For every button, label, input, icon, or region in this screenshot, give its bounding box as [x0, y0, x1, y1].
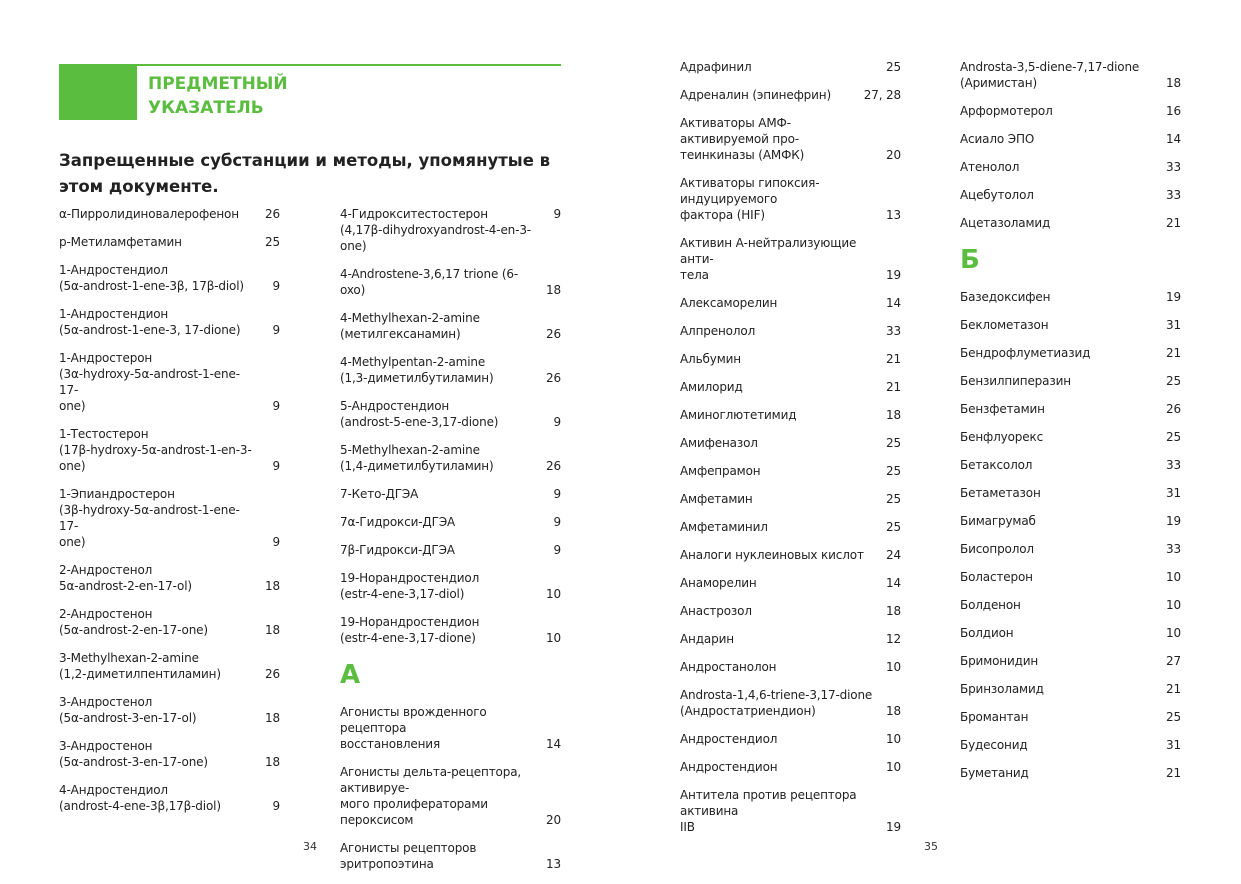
page-number-right: 35	[924, 840, 938, 853]
index-entry-term: Андарин	[680, 632, 734, 646]
index-entry	[59, 650, 280, 682]
index-entry-page: 12	[886, 632, 901, 646]
index-entry-term: Бисопролол	[960, 542, 1034, 556]
header-accent-line	[137, 64, 561, 66]
index-entry-term: Алпренолол	[680, 324, 756, 338]
index-entry-term: Буметанид	[960, 766, 1029, 780]
index-entry-page: 21	[1166, 216, 1181, 230]
index-entry-term: Арформотерол	[960, 104, 1053, 118]
index-entry-page: 18	[265, 579, 280, 593]
index-entry-page: 26	[546, 371, 561, 385]
index-entry	[960, 541, 1181, 557]
index-entry-page: 21	[886, 380, 901, 394]
index-entry	[59, 350, 280, 414]
index-entry-term: Активин А-нейтрализующие анти- тела	[680, 236, 857, 282]
index-entry-term: α-Пирролидиновалерофенон	[59, 207, 239, 221]
index-entry	[59, 234, 280, 250]
index-entry	[680, 407, 901, 423]
index-entry	[960, 513, 1181, 529]
index-entry-term: Амфетамин	[680, 492, 753, 506]
index-entry-term: 4-Гидрокситестостерон (4,17β-dihydroxyandrost-4-en-3-one)	[340, 207, 531, 253]
index-entry-term: p-Метиламфетамин	[59, 235, 182, 249]
index-entry-page: 25	[886, 436, 901, 450]
index-entry-term: Болденон	[960, 598, 1021, 612]
index-entry	[960, 187, 1181, 203]
index-entry-term: Androsta-3,5-diene-7,17-dione (Аримистан)	[960, 60, 1140, 90]
index-entry	[340, 542, 561, 558]
index-entry-page: 25	[886, 492, 901, 506]
index-entry-term: Бензфетамин	[960, 402, 1045, 416]
index-entry	[59, 562, 280, 594]
index-entry-page: 9	[272, 323, 280, 337]
index-entry	[680, 379, 901, 395]
index-entry	[960, 103, 1181, 119]
index-entry-term: 19-Норандростендион (estr-4-ene-3,17-dione)	[340, 615, 480, 645]
index-entry	[340, 206, 561, 254]
index-entry	[680, 731, 901, 747]
index-entry-page: 9	[553, 515, 561, 529]
index-entry-page: 9	[553, 543, 561, 557]
index-entry-page: 33	[1166, 188, 1181, 202]
index-entry-page: 10	[546, 631, 561, 645]
index-entry	[340, 398, 561, 430]
index-entry-page: 19	[1166, 290, 1181, 304]
index-entry-term: Бринзоламид	[960, 682, 1044, 696]
index-entry-page: 19	[886, 820, 901, 834]
index-entry	[960, 345, 1181, 361]
index-entry	[340, 354, 561, 386]
index-entry-term: Агонисты врожденного рецептора восстановления	[340, 705, 487, 751]
index-entry-page: 19	[886, 268, 901, 282]
index-entry-term: Анаморелин	[680, 576, 757, 590]
index-entry	[680, 603, 901, 619]
index-entry	[59, 426, 280, 474]
index-entry-term: 4-Androstene-3,6,17 trione (6-oxo)	[340, 267, 519, 297]
index-entry-page: 10	[886, 760, 901, 774]
index-entry-term: 2-Андростенон (5α-androst-2-en-17-one)	[59, 607, 208, 637]
index-entry	[59, 486, 280, 550]
index-entry-term: Бимагрумаб	[960, 514, 1036, 528]
index-entry	[960, 215, 1181, 231]
index-entry-page: 10	[546, 587, 561, 601]
page-title	[148, 72, 288, 120]
index-entry-term: Амфетаминил	[680, 520, 768, 534]
page-title-line-2: УКАЗАТЕЛЬ	[148, 98, 264, 118]
index-entry-term: 4-Methylhexan-2-amine (метилгексанамин)	[340, 311, 480, 341]
index-entry	[340, 570, 561, 602]
index-column-2	[340, 206, 561, 884]
index-entry-page: 14	[1166, 132, 1181, 146]
index-entry-page: 10	[1166, 626, 1181, 640]
index-entry-term: 5-Methylhexan-2-amine (1,4-диметилбутиламин)	[340, 443, 494, 473]
index-column-3	[680, 59, 901, 847]
index-column-1	[59, 206, 280, 826]
header-accent-block	[59, 64, 137, 120]
index-entry-term: 3-Methylhexan-2-amine (1,2-диметилпентиламин)	[59, 651, 221, 681]
page-number-left: 34	[303, 840, 317, 853]
index-entry-term: Асиало ЭПО	[960, 132, 1035, 146]
index-entry-term: 7α-Гидрокси-ДГЭА	[340, 515, 456, 529]
index-entry-term: Андростанолон	[680, 660, 777, 674]
index-entry	[960, 709, 1181, 725]
index-entry-page: 27	[1166, 654, 1181, 668]
index-entry-term: Бромантан	[960, 710, 1029, 724]
index-entry-term: Адреналин (эпинефрин)	[680, 88, 832, 102]
index-entry-page: 25	[1166, 374, 1181, 388]
index-entry-page: 24	[886, 548, 901, 562]
index-entry	[680, 575, 901, 591]
index-entry	[680, 87, 901, 103]
index-entry-page: 9	[272, 399, 280, 413]
index-entry	[680, 519, 901, 535]
index-entry-term: Алексаморелин	[680, 296, 778, 310]
index-entry-term: Андростендион	[680, 760, 778, 774]
page-title-line-1: ПРЕДМЕТНЫЙ	[148, 74, 288, 94]
index-column-4	[960, 59, 1181, 793]
index-entry-page: 18	[886, 408, 901, 422]
index-entry-term: Андростендиол	[680, 732, 778, 746]
index-entry	[960, 653, 1181, 669]
index-entry-page: 9	[272, 535, 280, 549]
index-entry-page: 26	[265, 667, 280, 681]
index-entry-page: 13	[886, 208, 901, 222]
index-entry-term: 5-Андростендион (androst-5-ene-3,17-dione)	[340, 399, 499, 429]
index-entry-term: Androsta-1,4,6-triene-3,17-dione (Андростатриендион)	[680, 688, 873, 718]
index-entry	[960, 401, 1181, 417]
index-entry	[680, 631, 901, 647]
index-entry-page: 26	[1166, 402, 1181, 416]
index-entry-page: 21	[1166, 766, 1181, 780]
index-entry	[680, 759, 901, 775]
index-entry	[960, 569, 1181, 585]
index-entry-page: 25	[265, 235, 280, 249]
index-entry-page: 18	[265, 755, 280, 769]
index-entry-page: 21	[1166, 682, 1181, 696]
index-entry-term: Будесонид	[960, 738, 1028, 752]
index-entry	[340, 514, 561, 530]
index-entry	[59, 738, 280, 770]
alphabet-section-letter: А	[340, 660, 361, 690]
index-entry-term: Аналоги нуклеиновых кислот	[680, 548, 864, 562]
section-heading: Запрещенные субстанции и методы, упомянутые в этом документе.	[59, 151, 551, 196]
index-entry	[680, 687, 901, 719]
index-entry-page: 18	[886, 604, 901, 618]
index-entry	[340, 486, 561, 502]
index-entry-term: 7-Кето-ДГЭА	[340, 487, 419, 501]
index-entry	[960, 59, 1181, 91]
index-entry-term: 1-Андростерон (3α-hydroxy-5α-androst-1-ene-17- one)	[59, 351, 240, 413]
index-entry	[960, 317, 1181, 333]
index-entry-page: 9	[272, 799, 280, 813]
index-entry-page: 18	[886, 704, 901, 718]
index-entry-page: 9	[553, 487, 561, 501]
index-entry	[960, 765, 1181, 781]
index-entry-term: Бензилпиперазин	[960, 374, 1071, 388]
index-entry-page: 9	[272, 279, 280, 293]
index-entry-term: Бенфлуорекс	[960, 430, 1044, 444]
index-entry-page: 19	[1166, 514, 1181, 528]
index-entry-term: Агонисты рецепторов эритропоэтина	[340, 841, 477, 871]
index-entry-page: 31	[1166, 486, 1181, 500]
index-entry-term: 1-Андростендиол (5α-androst-1-ene-3β, 17β-diol)	[59, 263, 244, 293]
index-entry-term: Амфепрамон	[680, 464, 761, 478]
index-entry-term: 2-Андростенол 5α-androst-2-en-17-ol)	[59, 563, 192, 593]
index-entry-page: 33	[1166, 542, 1181, 556]
index-entry	[680, 351, 901, 367]
index-entry-term: Агонисты дельта-рецептора, активируе- мого пролифераторами пероксисом	[340, 765, 522, 827]
index-entry	[960, 289, 1181, 305]
index-entry	[960, 485, 1181, 501]
index-entry-term: 1-Андростендион (5α-androst-1-ene-3, 17-dione)	[59, 307, 241, 337]
index-entry	[680, 175, 901, 223]
index-entry-term: Аминоглютетимид	[680, 408, 797, 422]
index-entry-term: Беклометазон	[960, 318, 1049, 332]
index-entry-page: 18	[546, 283, 561, 297]
index-entry-page: 33	[886, 324, 901, 338]
index-entry-term: Анастрозол	[680, 604, 752, 618]
index-entry-term: Бетаметазон	[960, 486, 1041, 500]
alphabet-section-letter: Б	[960, 245, 980, 275]
index-entry-term: 7β-Гидрокси-ДГЭА	[340, 543, 455, 557]
index-entry	[960, 597, 1181, 613]
index-entry-page: 21	[886, 352, 901, 366]
index-entry-page: 14	[546, 737, 561, 751]
index-entry-term: 19-Норандростендиол (estr-4-ene-3,17-diol)	[340, 571, 480, 601]
index-entry-term: 4-Methylpentan-2-amine (1,3-диметилбутиламин)	[340, 355, 494, 385]
index-entry-page: 9	[553, 415, 561, 429]
index-entry	[680, 323, 901, 339]
index-entry	[680, 659, 901, 675]
index-entry-page: 18	[265, 711, 280, 725]
index-entry-page: 26	[546, 459, 561, 473]
index-entry-page: 18	[265, 623, 280, 637]
index-entry-page: 25	[1166, 710, 1181, 724]
index-entry	[59, 262, 280, 294]
index-entry-term: Боластерон	[960, 570, 1033, 584]
index-entry-page: 14	[886, 296, 901, 310]
index-entry	[59, 606, 280, 638]
index-entry-page: 26	[265, 207, 280, 221]
index-entry-page: 25	[886, 60, 901, 74]
index-entry-term: Амилорид	[680, 380, 743, 394]
index-entry-term: 3-Андростенол (5α-androst-3-en-17-ol)	[59, 695, 197, 725]
index-entry-term: 3-Андростенон (5α-androst-3-en-17-one)	[59, 739, 208, 769]
index-entry	[680, 235, 901, 283]
index-entry-page: 25	[1166, 430, 1181, 444]
index-entry-page: 20	[546, 813, 561, 827]
index-entry	[960, 373, 1181, 389]
index-entry-page: 31	[1166, 738, 1181, 752]
index-entry	[960, 457, 1181, 473]
index-entry-term: Ацетазоламид	[960, 216, 1051, 230]
index-entry	[960, 429, 1181, 445]
index-entry-page: 31	[1166, 318, 1181, 332]
index-entry-term: Альбумин	[680, 352, 741, 366]
index-entry	[59, 694, 280, 726]
index-entry-page: 14	[886, 576, 901, 590]
index-entry-page: 26	[546, 327, 561, 341]
index-entry-term: Адрафинил	[680, 60, 752, 74]
index-entry-page: 25	[886, 464, 901, 478]
index-entry	[340, 704, 561, 752]
index-entry	[960, 737, 1181, 753]
index-entry	[960, 625, 1181, 641]
index-entry	[960, 681, 1181, 697]
index-entry-term: Антитела против рецептора активина IIB	[680, 788, 857, 834]
index-entry	[960, 159, 1181, 175]
index-entry	[340, 310, 561, 342]
index-entry	[59, 206, 280, 222]
index-entry	[960, 131, 1181, 147]
index-entry	[340, 840, 561, 872]
index-entry	[680, 295, 901, 311]
index-entry	[680, 59, 901, 75]
index-entry-term: Ацебутолол	[960, 188, 1034, 202]
index-entry-term: Болдион	[960, 626, 1014, 640]
index-entry-term: Бетаксолол	[960, 458, 1033, 472]
index-entry	[59, 782, 280, 814]
index-entry-term: Базедоксифен	[960, 290, 1051, 304]
index-entry-page: 33	[1166, 458, 1181, 472]
index-entry-page: 10	[886, 732, 901, 746]
index-entry-term: Активаторы гипоксия-индуцируемого фактора (HIF)	[680, 176, 820, 222]
index-entry-page: 21	[1166, 346, 1181, 360]
index-entry-term: Активаторы АМФ-активируемой про- теинкиназы (АМФК)	[680, 116, 805, 162]
index-entry	[340, 764, 561, 828]
index-entry-page: 10	[886, 660, 901, 674]
index-entry-term: Атенолол	[960, 160, 1020, 174]
index-entry	[680, 491, 901, 507]
index-entry-page: 9	[553, 207, 561, 221]
index-entry-page: 18	[1166, 76, 1181, 90]
index-entry-page: 10	[1166, 598, 1181, 612]
index-entry	[340, 614, 561, 646]
index-entry	[340, 266, 561, 298]
index-entry	[340, 442, 561, 474]
index-entry-page: 33	[1166, 160, 1181, 174]
index-entry	[680, 115, 901, 163]
index-entry-term: 1-Тестостерон (17β-hydroxy-5α-androst-1-en-3- one)	[59, 427, 252, 473]
index-entry-page: 27, 28	[863, 88, 901, 102]
index-entry-page: 10	[1166, 570, 1181, 584]
index-entry-page: 13	[546, 857, 561, 871]
index-entry	[59, 306, 280, 338]
index-entry-page: 20	[886, 148, 901, 162]
index-entry-page: 9	[272, 459, 280, 473]
index-entry-term: Бримонидин	[960, 654, 1039, 668]
index-entry-term: Бендрофлуметиазид	[960, 346, 1091, 360]
index-entry-term: Амифеназол	[680, 436, 758, 450]
index-entry	[680, 547, 901, 563]
index-entry	[680, 435, 901, 451]
index-entry-page: 25	[886, 520, 901, 534]
index-entry	[680, 787, 901, 835]
index-entry	[680, 463, 901, 479]
index-entry-page: 16	[1166, 104, 1181, 118]
index-entry-term: 4-Андростендиол (androst-4-ene-3β,17β-diol)	[59, 783, 221, 813]
index-entry-term: 1-Эпиандростерон (3β-hydroxy-5α-androst-1-ene-17- one)	[59, 487, 240, 549]
